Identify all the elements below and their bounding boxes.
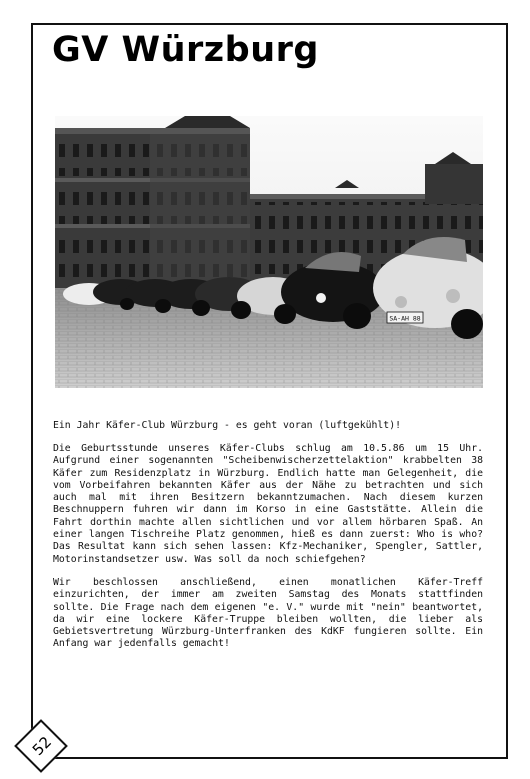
article xyxy=(53,420,483,662)
article-paragraph-1: Die Geburtsstunde unseres Käfer-Clubs schlug am 10.5.86 um 15 Uhr. Aufgrund einer sogenannten "Scheibenwischerzettelaktion" krabbelten 38 Käfer zum Residenzplatz in Würzburg. Endlich hatte man Gelegenheit, die vom Vorbeifahren bekannten Käfer aus der Nähe zu betrachten und sich auch mal mit ihren Besitzern bekanntzumachen. Nach diesem kurzen Beschnuppern fuhren wir dann im Korso in eine Gaststätte. Allein die Fahrt dorthin machte allen sichtlichen und vor allem hörbaren Spaß. An einer langen Tischreihe Platz genommen, hieß es dann zuerst: Who is who? Das Resultat kann sich sehen lassen: Kfz-Mechaniker, Spengler, Sattler, Motorinstandsetzer usw. Was soll da noch schiefgehen? xyxy=(53,443,483,565)
license-plate: SA-AH 88 xyxy=(389,314,421,323)
article-headline: Ein Jahr Käfer-Club Würzburg - es geht voran (luftgekühlt)! xyxy=(53,420,401,431)
page-number: 52 xyxy=(28,732,56,760)
residenz-photo xyxy=(55,116,483,388)
article-paragraph-2: Wir beschlossen anschließend, einen monatlichen Käfer-Treff einzurichten, der immer am zweiten Samstag des Monats stattfinden sollte. Die Frage nach dem eigenen "e. V." wurde mit "nein" beantwortet, da wir eine lockere Käfer-Truppe bleiben wollten, die lieber als Gebietsvertretung Würzburg-Unterfranken des KdKF fungieren sollte. Ein Anfang war jedenfalls gemacht! xyxy=(53,576,483,650)
page-title: GV Würzburg xyxy=(52,30,319,70)
